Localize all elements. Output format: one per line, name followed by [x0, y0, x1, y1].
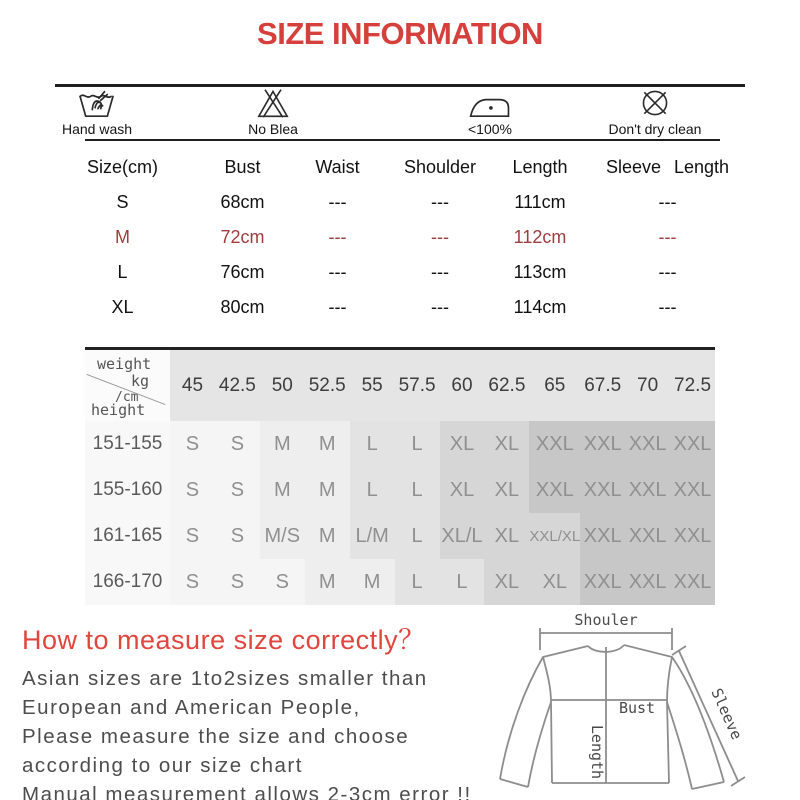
- length-label: Length: [588, 724, 606, 780]
- matrix-cell: XXL: [580, 467, 625, 513]
- size-table-header: Bust: [224, 157, 261, 177]
- matrix-cell: XL: [484, 421, 529, 467]
- matrix-cell: L: [395, 513, 440, 559]
- matrix-cell: S: [215, 467, 260, 513]
- matrix-cell: XXL: [580, 421, 625, 467]
- corner-weight-label: weight: [97, 355, 152, 373]
- height-row-label: 161-165: [85, 513, 170, 559]
- measure-heading: How to measure size correctly？: [22, 625, 426, 655]
- size-table-header: Shoulder: [403, 157, 477, 177]
- weight-header: 45: [170, 350, 215, 421]
- height-row-label: 155-160: [85, 467, 170, 513]
- corner-kg-label: kg: [131, 372, 150, 390]
- no-dry-clean-icon: [637, 87, 673, 119]
- measure-line: Please measure the size and choose: [22, 725, 410, 748]
- size-cell: ---: [658, 297, 677, 317]
- matrix-cell: XXL: [670, 559, 715, 605]
- size-cell: 111cm: [514, 192, 566, 212]
- care-label: Hand wash: [61, 121, 133, 137]
- hand-wash-icon: [75, 87, 119, 119]
- matrix-cell: XL: [529, 559, 580, 605]
- matrix-cell: S: [260, 559, 305, 605]
- matrix-cell: XXL: [625, 467, 670, 513]
- weight-header: 72.5: [670, 350, 715, 421]
- matrix-cell: XXL: [580, 513, 625, 559]
- size-table-header: Waist: [315, 157, 360, 177]
- matrix-cell: L: [350, 467, 395, 513]
- weight-header: 50: [260, 350, 305, 421]
- weight-header: 55: [350, 350, 395, 421]
- weight-header: 67.5: [580, 350, 625, 421]
- measure-line: European and American People,: [22, 696, 361, 719]
- matrix-cell: M/S: [260, 513, 305, 559]
- matrix-cell: XXL: [670, 513, 715, 559]
- size-cell: 76cm: [220, 262, 265, 282]
- matrix-cell: L/M: [350, 513, 395, 559]
- size-cell: ---: [431, 262, 449, 282]
- weight-height-matrix: [85, 347, 715, 605]
- matrix-cell: M: [305, 421, 350, 467]
- matrix-cell: XXL: [670, 467, 715, 513]
- size-cell: ---: [328, 262, 347, 282]
- iron-icon: [466, 87, 514, 119]
- care-label: <100%: [468, 121, 512, 137]
- size-table-header: Sleeve Length: [605, 157, 730, 177]
- matrix-cell: XXL: [529, 421, 580, 467]
- matrix-cell: M: [350, 559, 395, 605]
- matrix-cell: M: [260, 421, 305, 467]
- size-cell-highlighted: ---: [328, 227, 347, 247]
- weight-header: 60: [440, 350, 485, 421]
- weight-header: 65: [529, 350, 580, 421]
- measure-instructions: [22, 618, 512, 800]
- matrix-cell: S: [170, 467, 215, 513]
- matrix-cell: XXL: [625, 421, 670, 467]
- size-cell-highlighted: ---: [431, 227, 449, 247]
- size-cell: 114cm: [513, 297, 567, 317]
- weight-header: 57.5: [395, 350, 440, 421]
- height-row-label: 151-155: [85, 421, 170, 467]
- matrix-cell: XL: [440, 467, 485, 513]
- size-cell: ---: [658, 192, 677, 212]
- no-bleach-icon: [254, 87, 292, 119]
- matrix-cell: XXL: [529, 467, 580, 513]
- matrix-corner-cell: [85, 350, 170, 421]
- matrix-cell: XL: [484, 513, 529, 559]
- measure-line: Asian sizes are 1to2sizes smaller than: [22, 667, 428, 690]
- size-row-label: S: [116, 192, 129, 212]
- size-table-header: Size(cm): [87, 157, 158, 177]
- matrix-cell: S: [170, 513, 215, 559]
- shirt-measurement-diagram: [495, 600, 795, 800]
- corner-height-label: height: [91, 401, 146, 419]
- matrix-cell: L: [395, 559, 440, 605]
- care-item-iron: [410, 87, 570, 137]
- matrix-cell: S: [170, 421, 215, 467]
- size-cell: 68cm: [220, 192, 265, 212]
- size-cell: ---: [328, 297, 347, 317]
- matrix-cell: XXL: [580, 559, 625, 605]
- care-item-no-dry-clean: [575, 87, 735, 137]
- measure-line: according to our size chart: [22, 754, 303, 777]
- sleeve-label: Sleeve: [707, 685, 746, 743]
- size-cell: 113cm: [513, 262, 567, 282]
- matrix-cell: XL: [484, 559, 529, 605]
- weight-header: 70: [625, 350, 670, 421]
- matrix-cell: XL: [440, 421, 485, 467]
- matrix-cell: M: [305, 467, 350, 513]
- size-cell: 80cm: [220, 297, 265, 317]
- size-table-header: Length: [512, 157, 568, 177]
- matrix-cell: XXL: [625, 513, 670, 559]
- size-cell: ---: [431, 192, 449, 212]
- size-table: [50, 150, 750, 325]
- page-title: SIZE INFORMATION: [257, 16, 543, 51]
- care-label: Don't dry clean: [608, 121, 702, 137]
- size-cell: ---: [431, 297, 449, 317]
- size-row-label: XL: [111, 297, 134, 317]
- matrix-cell: L: [350, 421, 395, 467]
- matrix-cell: M: [260, 467, 305, 513]
- divider-bottom: [85, 139, 720, 141]
- care-item-no-bleach: [193, 87, 353, 137]
- corner-cm-label: /cm: [115, 390, 139, 405]
- bust-label: Bust: [618, 699, 656, 717]
- care-label: No Blea: [248, 121, 298, 137]
- matrix-cell: L: [395, 421, 440, 467]
- shoulder-label: Shouler: [574, 611, 638, 629]
- height-row-label: 166-170: [85, 559, 170, 605]
- matrix-cell: XL/L: [440, 513, 485, 559]
- matrix-cell: S: [170, 559, 215, 605]
- size-cell: ---: [328, 192, 347, 212]
- care-item-hand-wash: [17, 87, 177, 137]
- matrix-cell: XXL/XL: [529, 513, 580, 559]
- size-cell-highlighted: ---: [658, 227, 677, 247]
- size-cell-highlighted: 72cm: [220, 227, 265, 247]
- matrix-cell: S: [215, 513, 260, 559]
- size-cell-highlighted: 112cm: [513, 227, 567, 247]
- matrix-cell: XXL: [625, 559, 670, 605]
- matrix-cell: L: [440, 559, 485, 605]
- size-cell: ---: [658, 262, 677, 282]
- size-row-label: L: [117, 262, 128, 282]
- weight-header: 42.5: [215, 350, 260, 421]
- matrix-cell: S: [215, 559, 260, 605]
- matrix-cell: XXL: [670, 421, 715, 467]
- matrix-cell: S: [215, 421, 260, 467]
- measure-line: Manual measurement allows 2-3cm error !!: [22, 783, 472, 800]
- weight-header: 62.5: [484, 350, 529, 421]
- matrix-cell: L: [395, 467, 440, 513]
- matrix-cell: M: [305, 513, 350, 559]
- weight-header: 52.5: [305, 350, 350, 421]
- matrix-cell: XL: [484, 467, 529, 513]
- matrix-cell: M: [305, 559, 350, 605]
- size-row-label-highlighted: M: [115, 227, 130, 247]
